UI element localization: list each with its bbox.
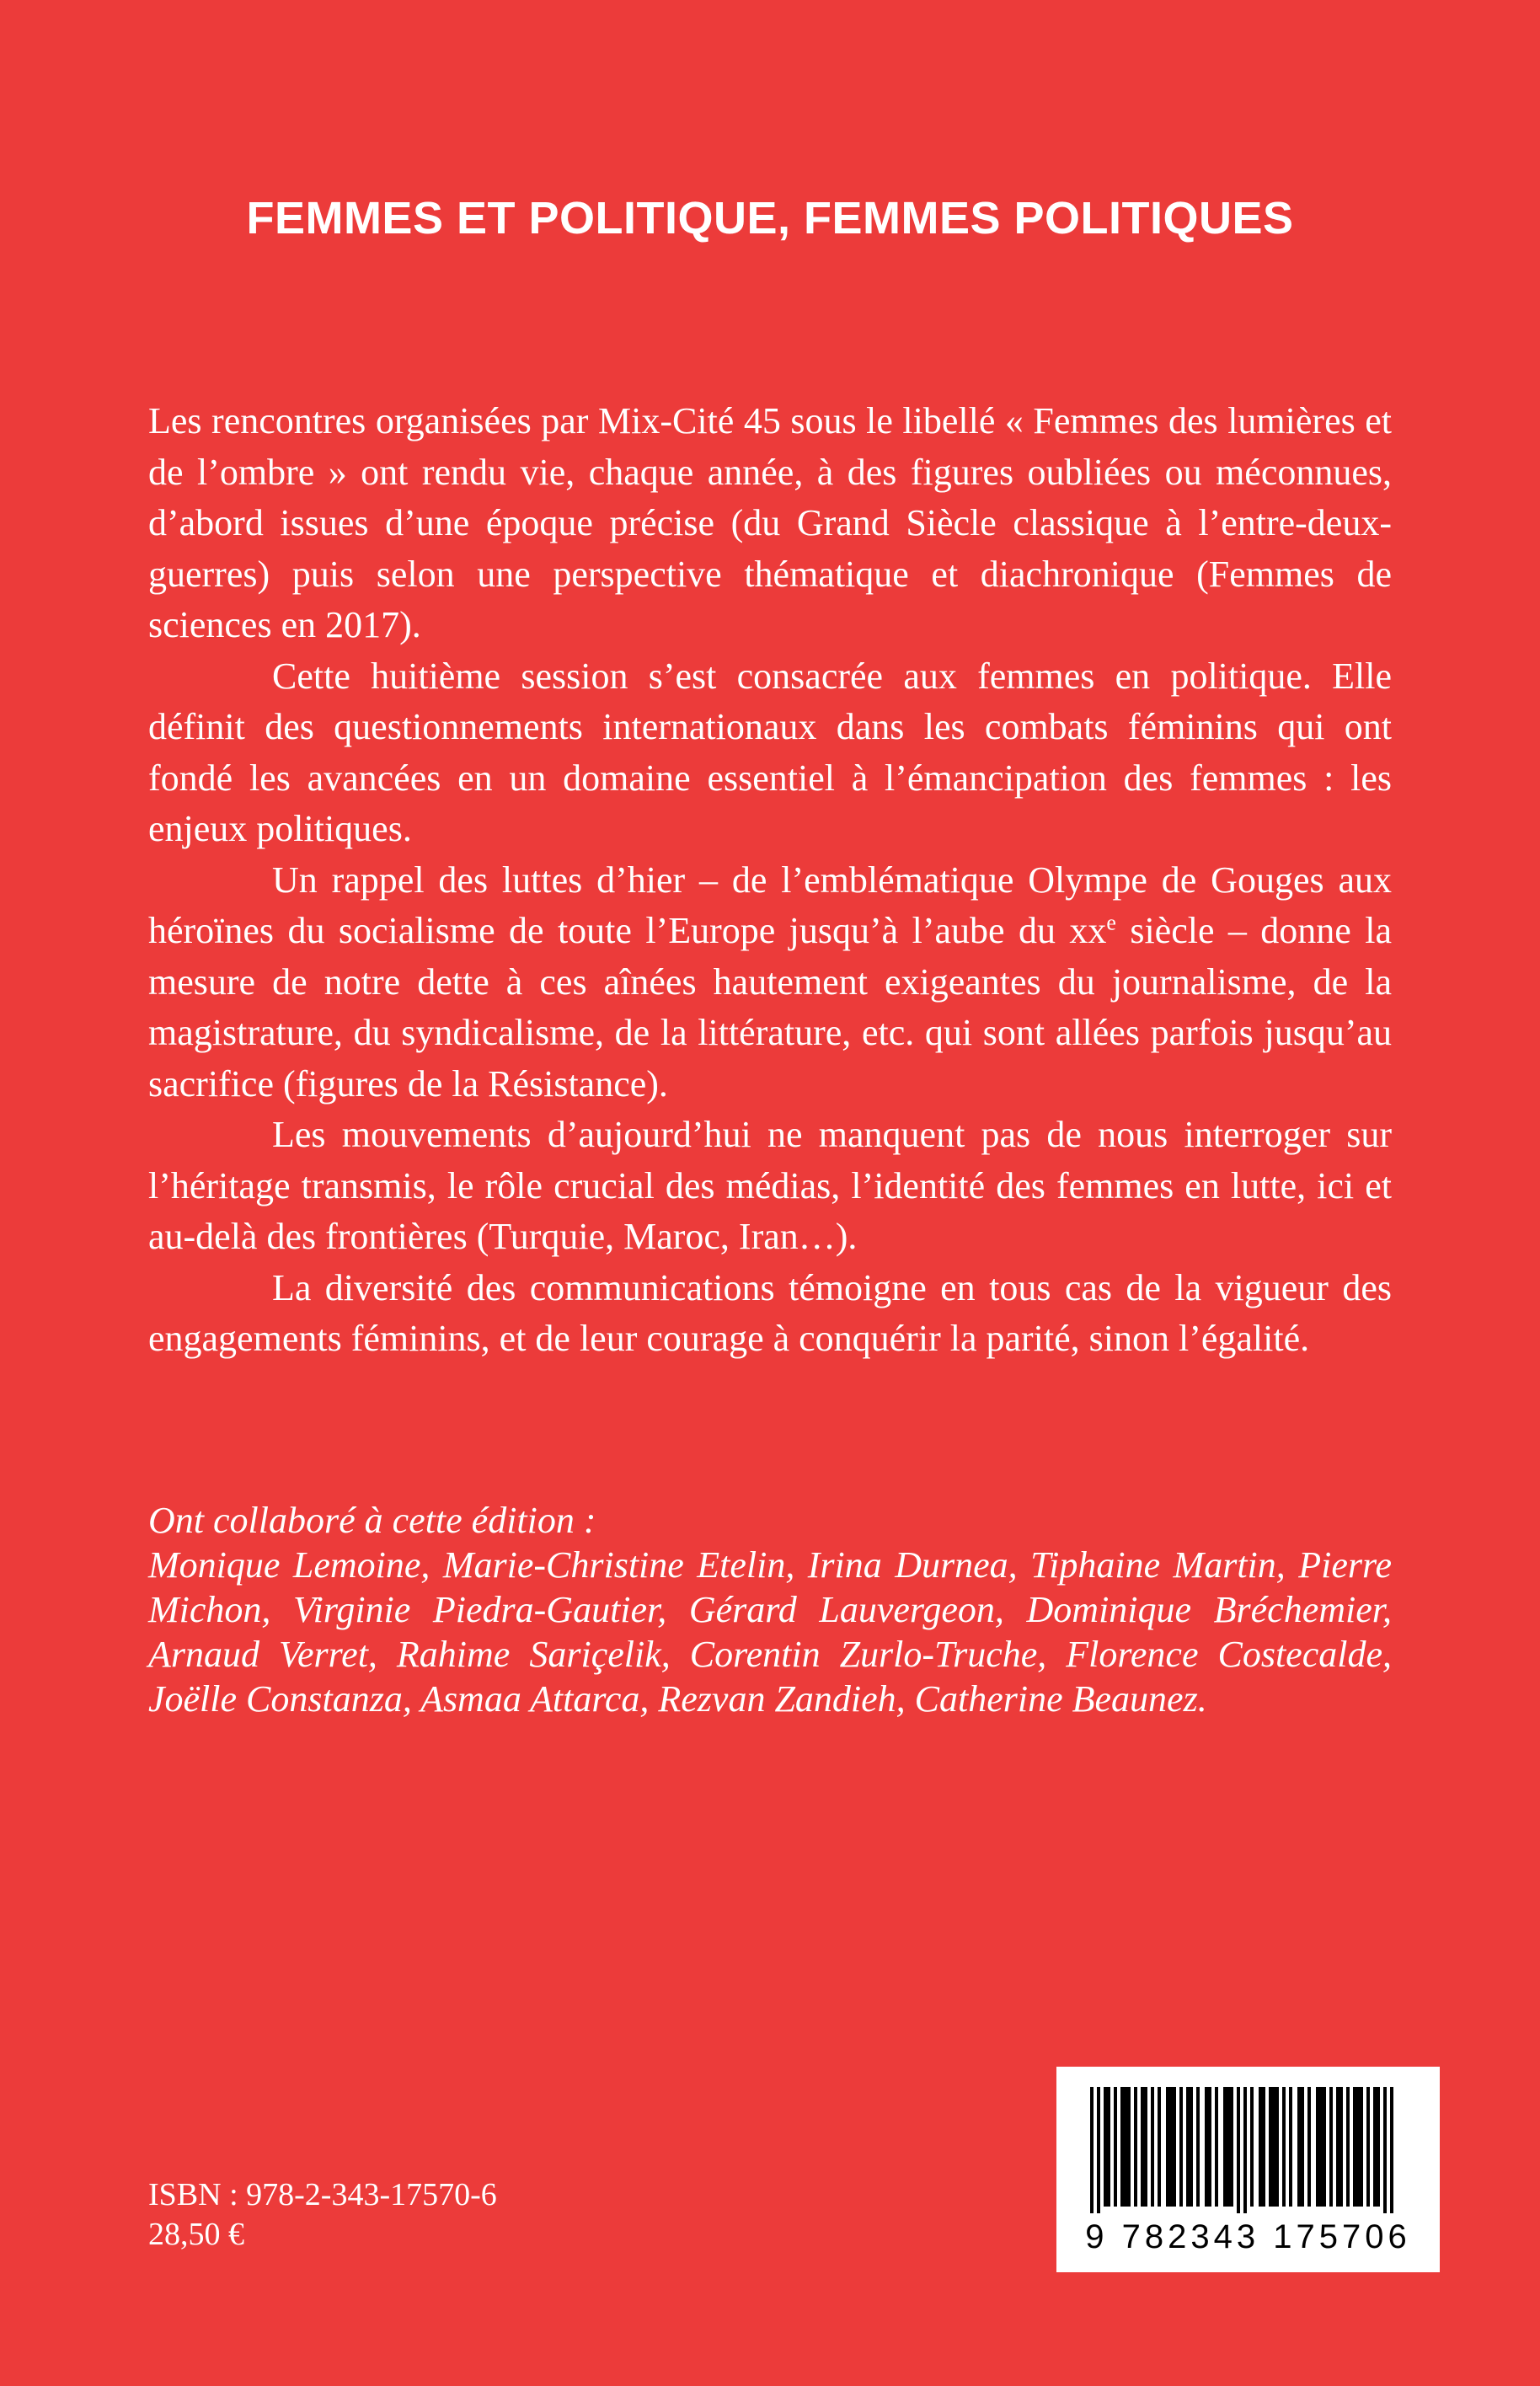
book-title: FEMMES ET POLITIQUE, FEMMES POLITIQUES [246, 193, 1294, 243]
barcode-digits: 9 782343 175706 [1085, 2218, 1411, 2255]
blurb-paragraph-3-part-1: Un rappel des luttes d’hier – de l’emblématique Olympe de Gouges aux héroïnes du socialisme de toute l’Europe jusqu’à l’aube du xx [148, 859, 1392, 951]
contributors-names: Monique Lemoine, Marie-Christine Etelin, Irina Durnea, Tiphaine Martin, Pierre Michon, Virginie Piedra-Gautier, Gérard Lauvergeon, Dominique Bréchemier, Arnaud Verret, Rahime Sariçelik, Corentin Zurlo-Truche, Florence Costecalde, Joëlle Constanza, Asmaa Attarca, Rezvan Zandieh, Catherine Beaunez. [148, 1544, 1392, 1720]
century-superscript: e [1106, 910, 1116, 935]
contributors-heading: Ont collaboré à cette édition : [148, 1500, 596, 1541]
isbn-block [148, 2175, 497, 2255]
blurb-paragraph-3 [148, 855, 1392, 1110]
blurb-paragraph-3-part-2: siècle – donne la mesure de notre dette à ces aînées hautement exigeantes du journalisme, de la magistrature, du syndicalisme, de la littérature, etc. qui sont allées parfois jusqu’au sacrifice (figures de la Résistance). [148, 910, 1392, 1105]
barcode [1056, 2067, 1440, 2272]
blurb-paragraph-2: Cette huitième session s’est consacrée aux femmes en politique. Elle définit des questionnements internationaux dans les combats féminins qui ont fondé les avancées en un domaine essentiel à l’émancipation des femmes : les enjeux politiques. [148, 655, 1392, 849]
contributors [148, 1498, 1392, 1721]
price: 28,50 € [148, 2217, 244, 2252]
blurb-paragraph-5: La diversité des communications témoigne en tous cas de la vigueur des engagements féminins, et de leur courage à conquérir la parité, sinon l’égalité. [148, 1266, 1392, 1359]
isbn-number: ISBN : 978-2-343-17570-6 [148, 2177, 497, 2212]
blurb-paragraph-4: Les mouvements d’aujourd’hui ne manquent pas de nous interroger sur l’héritage transmis, le rôle crucial des médias, l’identité des femmes en lutte, ici et au-delà des frontières (Turquie, Maroc, Iran…). [148, 1114, 1392, 1257]
barcode-bars [1072, 2087, 1425, 2213]
blurb-paragraph-1: Les rencontres organisées par Mix-Cité 45 sous le libellé « Femmes des lumières et de l’ombre » ont rendu vie, chaque année, à des figures oubliées ou méconnues, d’abord issues d’une époque précise (du Grand Siècle classique à l’entre-deux-guerres) puis selon une perspective thématique et diachronique (Femmes de sciences en 2017). [148, 400, 1392, 645]
blurb [148, 396, 1392, 1365]
